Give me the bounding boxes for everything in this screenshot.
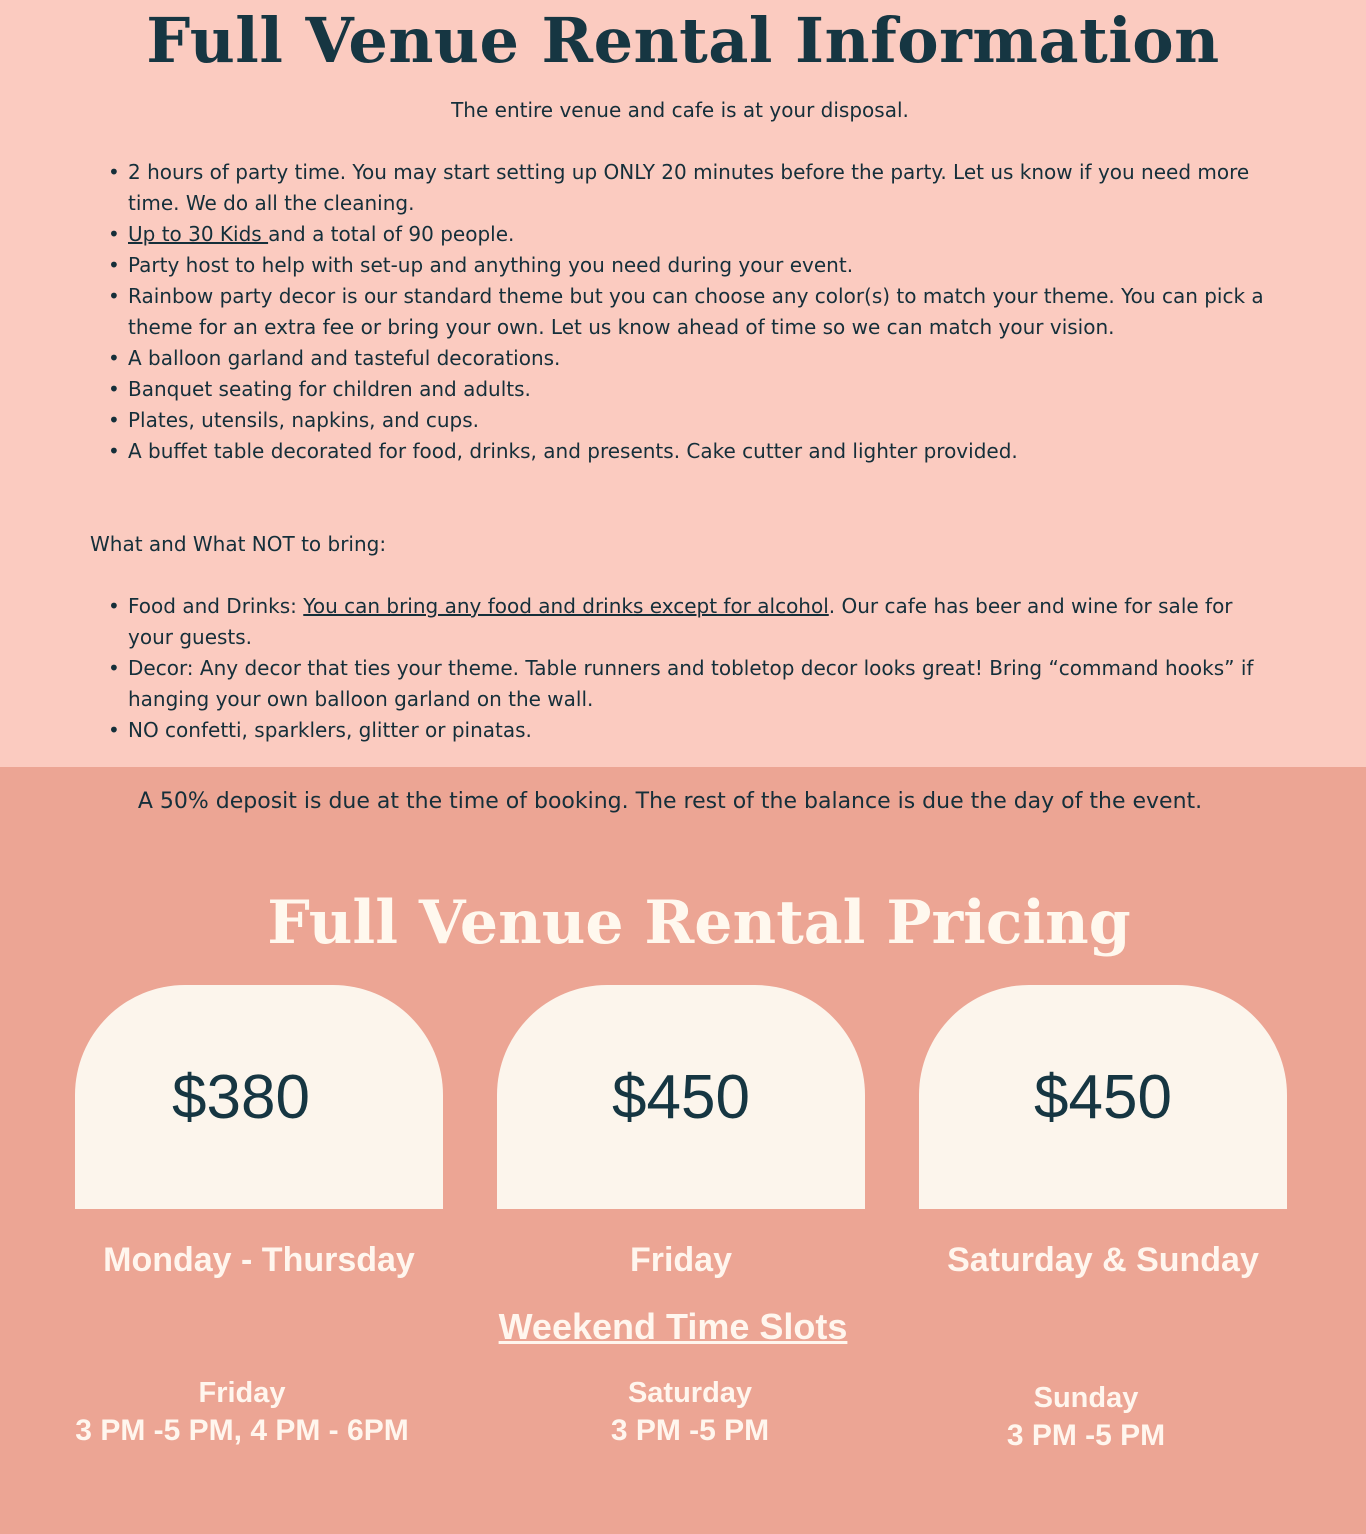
list-item xyxy=(108,591,1278,653)
included-list xyxy=(108,157,1278,467)
time-slot-saturday xyxy=(490,1374,890,1450)
kids-limit-link[interactable]: Up to 30 Kids xyxy=(128,222,269,246)
list-item: • Plates, utensils, napkins, and cups. xyxy=(108,405,1278,436)
list-item: • A buffet table decorated for food, drinks, and presents. Cake cutter and lighter provided. xyxy=(108,436,1278,467)
slot-times: 3 PM -5 PM xyxy=(1006,1419,1166,1452)
list-item: • Rainbow party decor is our standard theme but you can choose any color(s) to match your theme. You can pick a theme for an extra fee or bring your own. Let us know ahead of time so we can match your vision. xyxy=(108,281,1278,343)
list-item: • Party host to help with set-up and anything you need during your event. xyxy=(108,250,1278,281)
bring-list xyxy=(108,591,1278,746)
price-card-weekend xyxy=(919,985,1287,1209)
price-card-weekday xyxy=(75,985,443,1209)
pricing-title: Full Venue Rental Pricing xyxy=(267,888,1131,958)
food-prefix: Food and Drinks: xyxy=(128,594,304,618)
day-label-weekday: Monday - Thursday xyxy=(103,1241,415,1279)
slot-day: Saturday xyxy=(627,1377,753,1409)
food-policy-link[interactable]: You can bring any food and drinks except for alcohol xyxy=(303,594,829,618)
list-item: • A balloon garland and tasteful decorations. xyxy=(108,343,1278,374)
price-value: $450 xyxy=(1034,1063,1172,1132)
day-label-friday: Friday xyxy=(629,1241,733,1279)
day-label-weekend: Saturday & Sunday xyxy=(947,1241,1259,1279)
food-rest: . Our cafe has beer and wine for sale for your guests. xyxy=(128,594,1233,649)
list-item: • Banquet seating for children and adults. xyxy=(108,374,1278,405)
slot-times: 3 PM -5 PM, 4 PM - 6PM xyxy=(75,1414,409,1447)
page-subtitle: The entire venue and cafe is at your disposal. xyxy=(451,98,909,122)
time-slot-sunday xyxy=(886,1379,1286,1455)
price-card-friday xyxy=(497,985,865,1209)
list-item: • 2 hours of party time. You may start setting up ONLY 20 minutes before the party. Let us know if you need more time. We do all the cleaning. xyxy=(108,157,1278,219)
page-title: Full Venue Rental Information xyxy=(146,4,1220,77)
list-item xyxy=(108,219,1278,250)
price-value: $380 xyxy=(172,1063,310,1132)
slot-day: Friday xyxy=(198,1377,286,1409)
time-slot-friday xyxy=(42,1374,442,1450)
slot-day: Sunday xyxy=(1033,1382,1139,1414)
deposit-note: A 50% deposit is due at the time of booking. The rest of the balance is due the day of the event. xyxy=(137,789,1203,814)
weekend-slots-heading[interactable]: Weekend Time Slots xyxy=(498,1306,848,1347)
kids-limit-text: and a total of 90 people. xyxy=(268,222,515,246)
price-value: $450 xyxy=(612,1063,750,1132)
slot-times: 3 PM -5 PM xyxy=(610,1414,770,1447)
bring-heading: What and What NOT to bring: xyxy=(90,532,387,556)
list-item: • Decor: Any decor that ties your theme. Table runners and tobletop decor looks great! Bring “command hooks” if hanging your own balloon garland on the wall. xyxy=(108,653,1278,715)
list-item: • NO confetti, sparklers, glitter or pinatas. xyxy=(108,715,1278,746)
